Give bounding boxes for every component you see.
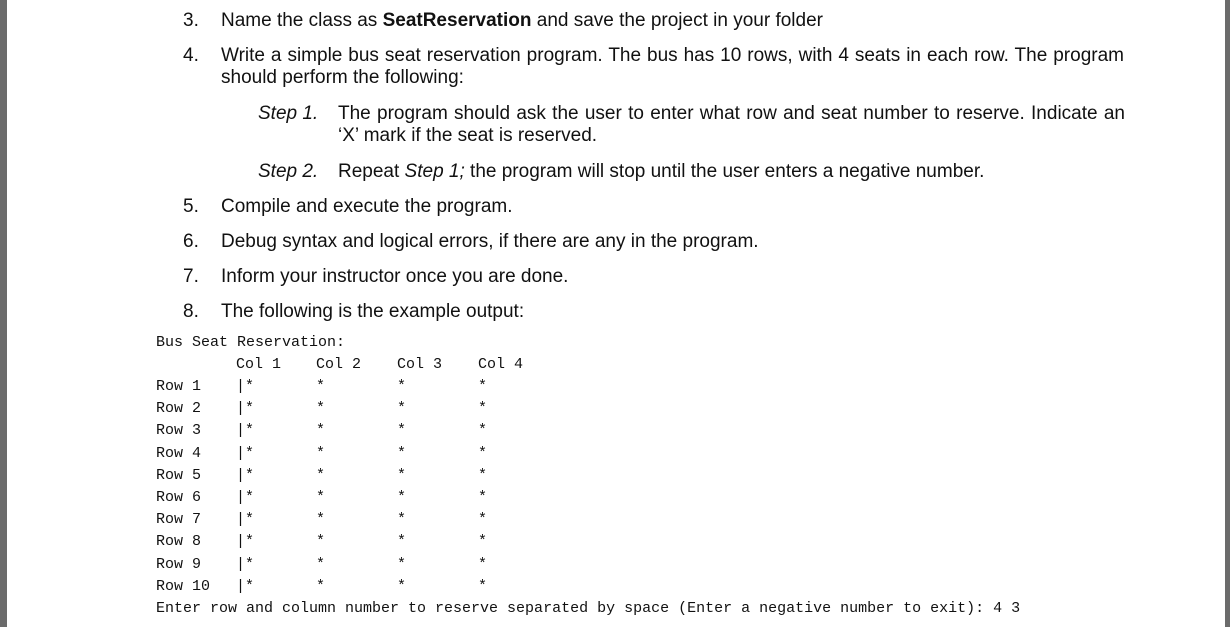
substep-text: The program should ask the user to enter what row and seat number to reserve. Indicate an ‘X’ mark if the seat is reserved. [338,103,1125,146]
class-name: SeatReservation [382,10,532,31]
seat-cell: * [478,400,488,417]
column-header: Col 1 [236,356,282,373]
seat-cell: |* [236,556,255,573]
row-label: Row 9 [156,556,202,573]
substep-label: Step 2. [258,161,319,182]
row-label: Row 6 [156,489,202,506]
row-label: Row 1 [156,378,202,395]
step-text: Debug syntax and logical errors, if there are any in the program. [221,231,759,252]
seat-cell: * [397,422,407,439]
row-label: Row 10 [156,578,211,595]
seat-cell: * [397,578,407,595]
seat-cell: * [397,400,407,417]
seat-cell: * [397,511,407,528]
seat-cell: * [316,511,326,528]
step-number: 3. [183,10,199,31]
step-text: Inform your instructor once you are done. [221,266,569,287]
column-header: Col 4 [478,356,524,373]
step-number: 8. [183,301,199,322]
column-header: Col 2 [316,356,362,373]
seat-cell: * [478,467,488,484]
step-text: Compile and execute the program. [221,196,513,217]
seat-cell: |* [236,400,255,417]
seat-cell: * [478,489,488,506]
seat-cell: |* [236,578,255,595]
step-number: 5. [183,196,199,217]
column-header: Col 3 [397,356,443,373]
substep-label: Step 1. [258,103,319,124]
seat-cell: * [478,556,488,573]
substep-text: Repeat Step 1; the program will stop until the user enters a negative number. [338,161,985,182]
step-number: 7. [183,266,199,287]
seat-cell: * [478,445,488,462]
row-label: Row 8 [156,533,202,550]
seat-cell: |* [236,445,255,462]
seat-cell: * [316,422,326,439]
seat-cell: * [316,578,326,595]
seat-cell: * [316,378,326,395]
seat-cell: * [397,489,407,506]
output-title: Bus Seat Reservation: [156,334,346,351]
step-text: Write a simple bus seat reservation program. The bus has 10 rows, with 4 seats in each row. The program should perform the following: [221,45,1124,88]
row-label: Row 2 [156,400,202,417]
seat-cell: * [397,533,407,550]
seat-cell: * [397,556,407,573]
seat-cell: * [478,511,488,528]
seat-cell: * [316,467,326,484]
seat-cell: |* [236,378,255,395]
seat-cell: |* [236,511,255,528]
seat-cell: * [316,400,326,417]
page-left-edge [0,0,7,627]
row-label: Row 5 [156,467,202,484]
step-number: 6. [183,231,199,252]
seat-cell: * [316,533,326,550]
seat-cell: |* [236,467,255,484]
row-label: Row 3 [156,422,202,439]
seat-cell: * [478,533,488,550]
seat-cell: * [478,378,488,395]
step-text: Name the class as SeatReservation and save the project in your folder [221,10,823,31]
row-label: Row 7 [156,511,202,528]
output-prompt: Enter row and column number to reserve separated by space (Enter a negative number to exit): 4 3 [156,600,1021,617]
seat-cell: * [397,467,407,484]
seat-cell: * [316,556,326,573]
seat-cell: |* [236,533,255,550]
step-text: The following is the example output: [221,301,525,322]
seat-cell: * [316,445,326,462]
seat-cell: |* [236,489,255,506]
seat-cell: * [397,445,407,462]
seat-cell: |* [236,422,255,439]
row-label: Row 4 [156,445,202,462]
seat-cell: * [478,578,488,595]
seat-cell: * [316,489,326,506]
step-number: 4. [183,45,199,66]
seat-cell: * [397,378,407,395]
seat-cell: * [478,422,488,439]
page-right-edge [1225,0,1230,627]
